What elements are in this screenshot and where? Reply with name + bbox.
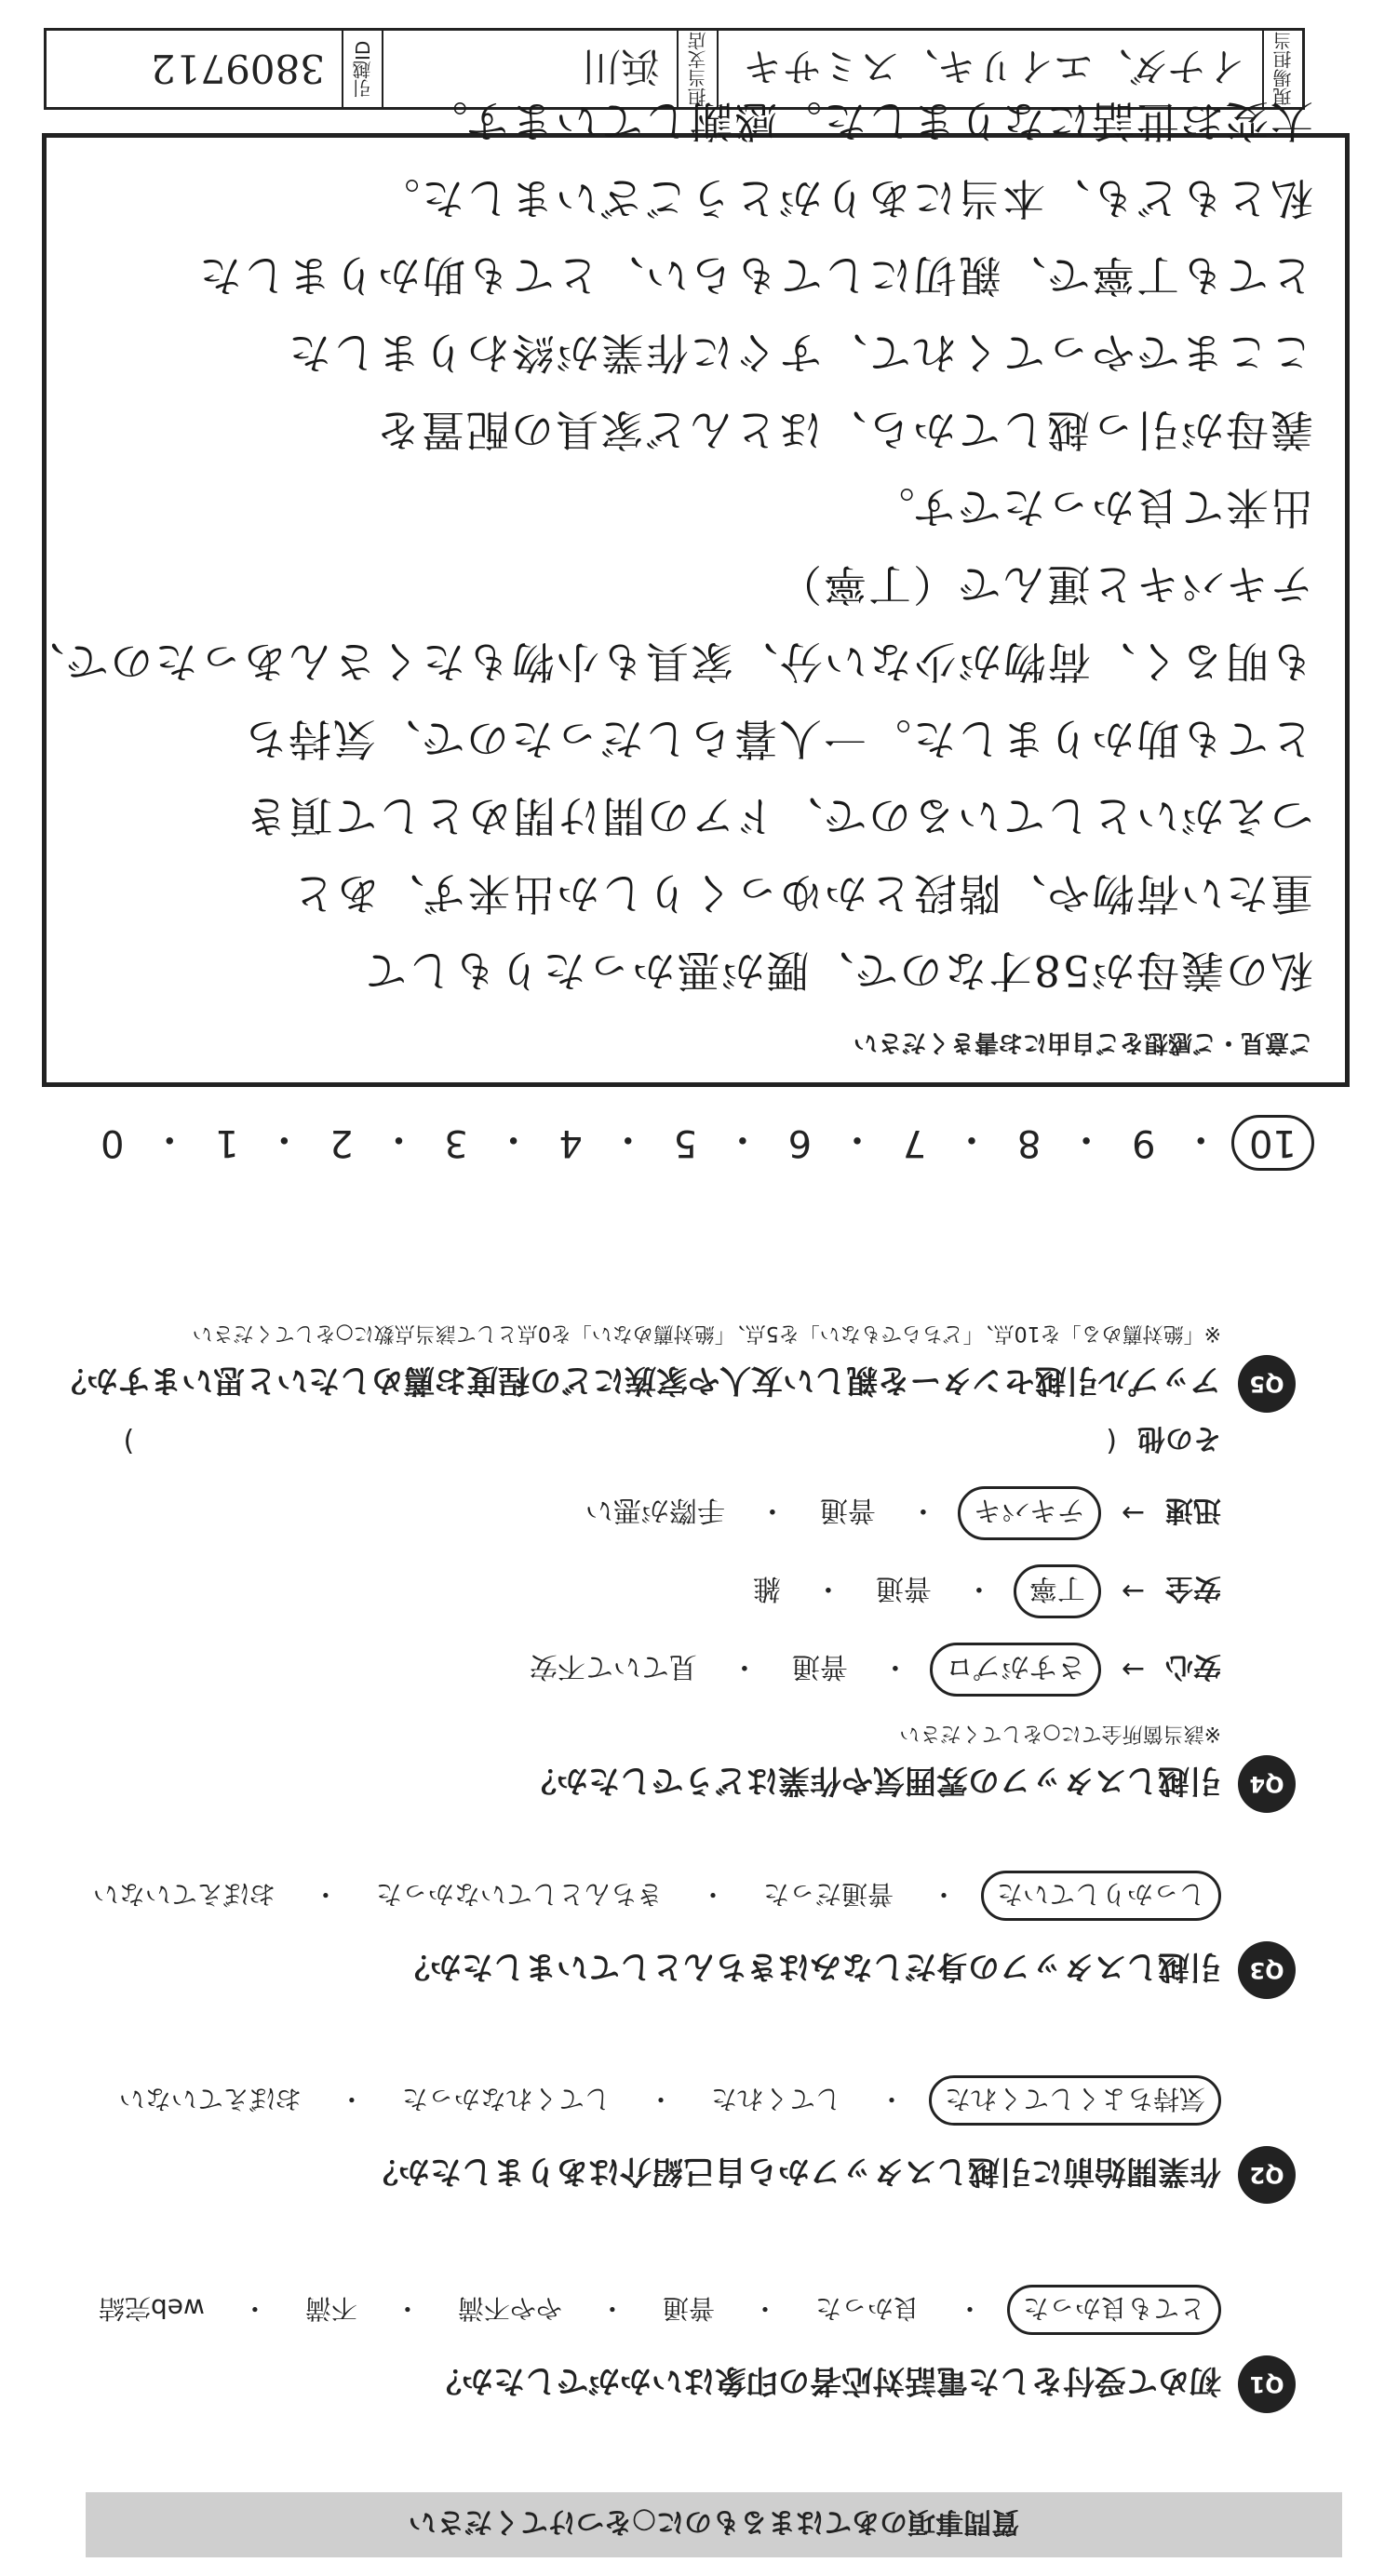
comment-line: 重たい荷物や、階段とかゆっくりしか出来ず、あと	[290, 868, 1313, 919]
rating-option[interactable]: 9	[1131, 1121, 1156, 1164]
question-1	[48, 2285, 1296, 2413]
question-4	[48, 1421, 1296, 1813]
q1-option[interactable]: web完結	[98, 2293, 205, 2324]
q3-option[interactable]: きちんとしていなかった	[375, 1879, 663, 1910]
q1-option[interactable]: 普通	[662, 2293, 715, 2324]
q1-option[interactable]: 不満	[304, 2293, 357, 2324]
q4-row-label: 安全	[1165, 1572, 1221, 1604]
arrow-icon: →	[1121, 1575, 1145, 1608]
comment-line: ここまでやってくれて、すぐに作業が終わりました	[286, 328, 1313, 378]
branch-value: 浜川	[581, 44, 660, 89]
rating-option[interactable]: 3	[444, 1121, 468, 1164]
q4-other-close: )	[123, 1425, 135, 1458]
q4-option[interactable]: 見ていて不安	[529, 1650, 697, 1683]
q4-row-other	[48, 1421, 1221, 1462]
comment-box	[20, 96, 1350, 1087]
rating-separator: ・	[1182, 1118, 1220, 1161]
id-value: 3809712	[150, 46, 325, 92]
q3-option[interactable]: おぼえていない	[92, 1879, 276, 1910]
rating-option[interactable]: 7	[902, 1121, 927, 1164]
rating-separator: ・	[265, 1118, 303, 1161]
q2-options: 気持ちよくしてくれた ・ してくれた ・ してくれなかった ・ おぼえていない	[48, 2075, 1221, 2126]
q1-option-selected[interactable]: とても良かった	[1007, 2285, 1221, 2335]
q1-option[interactable]: 良かった	[814, 2293, 920, 2324]
q1-badge: Q1	[1238, 2355, 1296, 2413]
comment-title: ご意見・ご感想をご自由にお書きください	[853, 1028, 1313, 1056]
q1-text: 初めて受付をした電話対応者の印象はいかがでしたか？	[430, 2362, 1221, 2400]
rating-separator: ・	[380, 1118, 418, 1161]
q4-option-selected[interactable]: さすがプロ	[930, 1643, 1101, 1697]
rating-option[interactable]: 4	[558, 1121, 583, 1164]
rating-separator: ・	[494, 1118, 532, 1161]
q5-note: ※「絶対薦める」を10点、「どちらでもない」を5点、「絶対薦めない」を0点として該当点数に○をしてください	[192, 1322, 1221, 1345]
q3-option-selected[interactable]: しっかりしていた	[981, 1871, 1221, 1921]
rating-separator: ・	[953, 1118, 991, 1161]
q2-option[interactable]: してくれなかった	[401, 2084, 611, 2114]
rating-option[interactable]: 6	[787, 1121, 813, 1164]
q4-other-label: その他	[1137, 1422, 1221, 1455]
q4-option[interactable]: 手際が悪い	[585, 1494, 725, 1526]
comment-line: つえがいとしているので、ドアの開け閉めとして頂き	[243, 791, 1313, 841]
rating-option[interactable]: 0	[101, 1121, 125, 1164]
q2-badge: Q2	[1238, 2146, 1296, 2204]
arrow-icon: →	[1121, 1496, 1145, 1530]
q1-options: とても良かった ・ 良かった ・ 普通 ・ やや不満 ・ 不満 ・ web完結	[48, 2285, 1221, 2335]
q3-options: しっかりしていた ・ 普通だった ・ きちんとしていなかった ・ おぼえていない	[48, 1871, 1221, 1921]
q4-option[interactable]: 普通	[819, 1494, 876, 1526]
question-5	[48, 1321, 1296, 1413]
q4-row-label: 安心	[1165, 1650, 1221, 1683]
rating-separator: ・	[609, 1118, 647, 1161]
q4-badge: Q4	[1238, 1755, 1296, 1813]
comment-line: テキパキと運んで（丁寧）	[777, 559, 1313, 610]
q4-row-jinsoku: 迅速 → テキパキ ・ 普通 ・ 手際が悪い	[48, 1486, 1221, 1540]
q4-option[interactable]: 普通	[791, 1650, 848, 1683]
comment-line: 私ともども、本当にありがとうございました。	[375, 173, 1313, 223]
staff-value: イナダ、エイリキ、スミサキ	[743, 44, 1245, 89]
q4-option-selected[interactable]: 丁寧	[1014, 1564, 1101, 1618]
rating-separator: ・	[1068, 1118, 1106, 1161]
q4-row-label: 迅速	[1165, 1494, 1221, 1526]
rating-option[interactable]: 5	[673, 1121, 697, 1164]
q4-note: ※該当箇所全てに○をしてください	[899, 1722, 1221, 1745]
instruction-bar: 質問事項のあてはまるものに○をつけてください	[86, 2492, 1342, 2557]
q3-option[interactable]: 普通だった	[762, 1879, 894, 1910]
comment-line: 義母が引っ越してから、ほとんど家具の配置を	[375, 405, 1313, 455]
rating-option[interactable]: 1	[215, 1121, 239, 1164]
question-3	[48, 1871, 1296, 1999]
comment-line: 私の義母が58才なので、腰が悪かったりもして	[362, 946, 1313, 996]
q5-badge: Q5	[1238, 1355, 1296, 1413]
rating-option[interactable]: 8	[1016, 1121, 1042, 1164]
comment-line: も明るく、荷物が少ない分、家具も小物もたくさんあったので、	[20, 637, 1313, 687]
q2-option-selected[interactable]: 気持ちよくしてくれた	[929, 2075, 1221, 2126]
rating-separator: ・	[151, 1118, 189, 1161]
q2-text: 作業開始前に引越しスタッフから自己紹介はありましたか？	[367, 2153, 1221, 2191]
q5-text: アップル引越センターを親しい友人や家族にどの程度お薦めしたいと思いますか？	[55, 1362, 1221, 1400]
q2-option[interactable]: してくれた	[710, 2084, 841, 2114]
arrow-icon: →	[1121, 1653, 1145, 1686]
q4-option[interactable]: 雑	[752, 1572, 781, 1604]
comment-line: 出来て良かったです。	[869, 482, 1313, 532]
rating-separator: ・	[838, 1118, 876, 1161]
q3-badge: Q3	[1238, 1941, 1296, 1999]
q4-row-anzen: 安全 → 丁寧 ・ 普通 ・ 雑	[48, 1564, 1221, 1618]
rating-option-selected[interactable]: 10	[1231, 1115, 1314, 1171]
comment-line: 大変お世話になりました。感謝しています。	[423, 96, 1313, 146]
q4-other-open: (	[1106, 1425, 1117, 1458]
staff-label: 現場担当	[1262, 31, 1302, 107]
branch-label: 担当支店	[677, 31, 717, 107]
q4-option-selected[interactable]: テキパキ	[958, 1486, 1101, 1540]
rating-separator: ・	[723, 1118, 761, 1161]
question-2	[48, 2075, 1296, 2204]
q3-text: 引越しスタッフの身だしなみはきちんとしていましたか？	[398, 1948, 1221, 1986]
q4-option[interactable]: 普通	[875, 1572, 932, 1604]
id-label: 引越ID	[342, 31, 382, 107]
q1-option[interactable]: やや不満	[457, 2293, 562, 2324]
q2-option[interactable]: おぼえていない	[118, 2084, 302, 2114]
q4-text: 引越しスタッフの雰囲気や作業はどうでしたか？	[525, 1762, 1221, 1800]
rating-option[interactable]: 2	[329, 1121, 354, 1164]
rating-scale	[86, 1110, 1314, 1175]
comment-line: とても助かりました。一人暮らしだったので、気持ち	[241, 714, 1313, 764]
q4-row-anshin: 安心 → さすがプロ ・ 普通 ・ 見ていて不安	[48, 1643, 1221, 1697]
comment-line: とても丁寧で、親切にしてもらい、とても助かりました	[196, 250, 1313, 301]
